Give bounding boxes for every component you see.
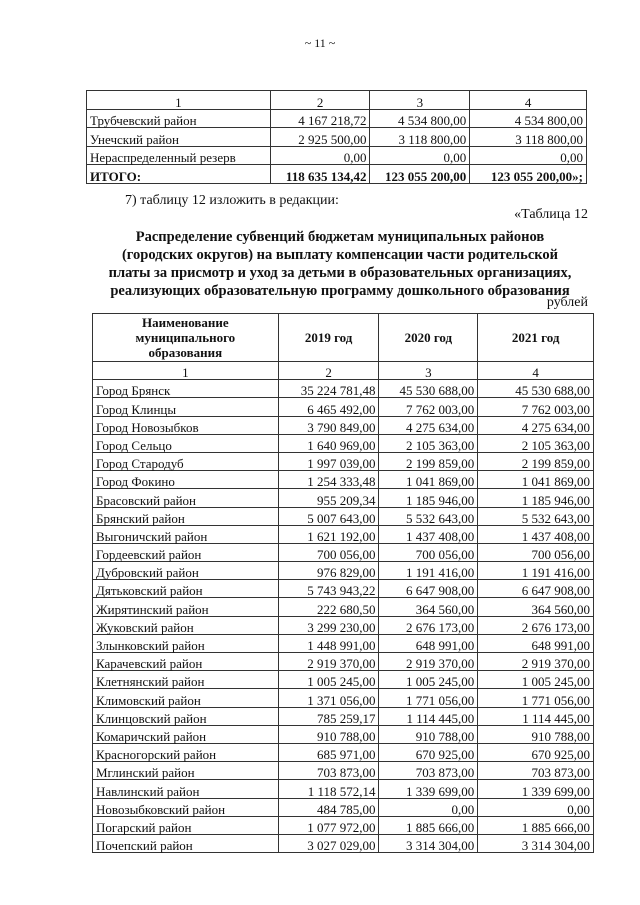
value-2021: 2 919 370,00 xyxy=(478,653,594,671)
value-2019: 785 259,17 xyxy=(278,707,379,725)
value-2020: 2 919 370,00 xyxy=(379,653,478,671)
col-num: 2 xyxy=(278,362,379,380)
header-line: образования xyxy=(148,345,223,360)
row-name: Жирятинский район xyxy=(93,598,279,616)
table-reference: «Таблица 12 xyxy=(514,207,588,222)
value-2021: 5 532 643,00 xyxy=(478,507,594,525)
value-2020: 910 788,00 xyxy=(379,725,478,743)
value-2020: 1 339 699,00 xyxy=(379,780,478,798)
value-2019: 910 788,00 xyxy=(278,725,379,743)
table-row xyxy=(87,146,587,165)
total-2020: 123 055 200,00 xyxy=(370,165,470,184)
value-2019: 5 007 643,00 xyxy=(278,507,379,525)
value-2021: 670 925,00 xyxy=(478,743,594,761)
table-row xyxy=(93,725,594,743)
header-2021: 2021 год xyxy=(478,314,594,362)
total-row xyxy=(87,165,587,184)
value-2020: 648 991,00 xyxy=(379,634,478,652)
table-row xyxy=(93,471,594,489)
row-name: Карачевский район xyxy=(93,653,279,671)
table-row xyxy=(87,109,587,128)
row-name: Красногорский район xyxy=(93,743,279,761)
title-line: платы за присмотр и уход за детьми в образовательных организациях, xyxy=(108,265,572,281)
value-2021: 0,00 xyxy=(470,146,587,165)
value-2021: 45 530 688,00 xyxy=(478,380,594,398)
table-row xyxy=(93,743,594,761)
value-2021: 2 105 363,00 xyxy=(478,434,594,452)
header-name xyxy=(93,314,279,362)
row-name: Город Новозыбков xyxy=(93,416,279,434)
table-title xyxy=(80,228,600,300)
title-line: реализующих образовательную программу дошкольного образования xyxy=(110,283,570,299)
row-name: Город Фокино xyxy=(93,471,279,489)
value-2019: 1 118 572,14 xyxy=(278,780,379,798)
value-2019: 700 056,00 xyxy=(278,543,379,561)
value-2021: 1 339 699,00 xyxy=(478,780,594,798)
value-2021: 1 005 245,00 xyxy=(478,671,594,689)
header-line: муниципального xyxy=(135,330,236,345)
value-2021: 4 275 634,00 xyxy=(478,416,594,434)
value-2021: 2 199 859,00 xyxy=(478,452,594,470)
table-row xyxy=(93,525,594,543)
row-name: Жуковский район xyxy=(93,616,279,634)
table-row xyxy=(93,616,594,634)
value-2020: 364 560,00 xyxy=(379,598,478,616)
value-2021: 1 114 445,00 xyxy=(478,707,594,725)
value-2020: 1 885 666,00 xyxy=(379,816,478,834)
row-name: Трубчевский район xyxy=(87,109,271,128)
value-2019: 1 640 969,00 xyxy=(278,434,379,452)
value-2020: 5 532 643,00 xyxy=(379,507,478,525)
value-2021: 1 771 056,00 xyxy=(478,689,594,707)
value-2020: 3 118 800,00 xyxy=(370,128,470,147)
value-2020: 1 185 946,00 xyxy=(379,489,478,507)
header-row xyxy=(93,314,594,362)
row-name: Навлинский район xyxy=(93,780,279,798)
value-2019: 685 971,00 xyxy=(278,743,379,761)
value-2019: 222 680,50 xyxy=(278,598,379,616)
value-2020: 703 873,00 xyxy=(379,762,478,780)
title-line: (городских округов) на выплату компенсации части родительской xyxy=(121,247,559,263)
value-2021: 1 041 869,00 xyxy=(478,471,594,489)
row-name: Брянский район xyxy=(93,507,279,525)
table-12 xyxy=(92,313,594,853)
value-2020: 1 191 416,00 xyxy=(379,562,478,580)
value-2019: 1 254 333,48 xyxy=(278,471,379,489)
units-label: рублей xyxy=(546,295,588,310)
value-2019: 976 829,00 xyxy=(278,562,379,580)
value-2019: 4 167 218,72 xyxy=(270,109,370,128)
row-name: Новозыбковский район xyxy=(93,798,279,816)
value-2021: 703 873,00 xyxy=(478,762,594,780)
table-row xyxy=(93,598,594,616)
title-line: Распределение субвенций бюджетам муниципальных районов xyxy=(135,229,545,245)
value-2019: 3 299 230,00 xyxy=(278,616,379,634)
value-2020: 0,00 xyxy=(379,798,478,816)
row-name: Нераспределенный резерв xyxy=(87,146,271,165)
value-2021: 700 056,00 xyxy=(478,543,594,561)
table-row xyxy=(93,398,594,416)
table-row xyxy=(93,707,594,725)
row-name: Клинцовский район xyxy=(93,707,279,725)
value-2019: 703 873,00 xyxy=(278,762,379,780)
value-2021: 6 647 908,00 xyxy=(478,580,594,598)
value-2020: 3 314 304,00 xyxy=(379,834,478,852)
value-2021: 1 437 408,00 xyxy=(478,525,594,543)
col-num: 4 xyxy=(478,362,594,380)
value-2020: 2 676 173,00 xyxy=(379,616,478,634)
table-row xyxy=(93,689,594,707)
value-2021: 3 314 304,00 xyxy=(478,834,594,852)
table-row xyxy=(93,507,594,525)
col-num: 3 xyxy=(379,362,478,380)
value-2021: 648 991,00 xyxy=(478,634,594,652)
col-num: 4 xyxy=(470,91,587,110)
value-2019: 2 925 500,00 xyxy=(270,128,370,147)
value-2019: 1 621 192,00 xyxy=(278,525,379,543)
value-2020: 1 041 869,00 xyxy=(379,471,478,489)
value-2019: 5 743 943,22 xyxy=(278,580,379,598)
row-name: Погарский район xyxy=(93,816,279,834)
table-row xyxy=(93,380,594,398)
value-2021: 3 118 800,00 xyxy=(470,128,587,147)
header-2019: 2019 год xyxy=(278,314,379,362)
row-name: Унечский район xyxy=(87,128,271,147)
value-2020: 45 530 688,00 xyxy=(379,380,478,398)
row-name: Дубровский район xyxy=(93,562,279,580)
row-name: Выгоничский район xyxy=(93,525,279,543)
value-2019: 1 005 245,00 xyxy=(278,671,379,689)
table-row xyxy=(93,562,594,580)
row-name: Город Стародуб xyxy=(93,452,279,470)
row-name: Город Клинцы xyxy=(93,398,279,416)
table-row xyxy=(93,798,594,816)
table-row xyxy=(87,128,587,147)
value-2020: 2 199 859,00 xyxy=(379,452,478,470)
total-2021: 123 055 200,00»; xyxy=(470,165,587,184)
value-2021: 364 560,00 xyxy=(478,598,594,616)
col-num: 1 xyxy=(87,91,271,110)
value-2020: 0,00 xyxy=(370,146,470,165)
value-2020: 4 275 634,00 xyxy=(379,416,478,434)
value-2021: 1 185 946,00 xyxy=(478,489,594,507)
table-row xyxy=(93,780,594,798)
value-2019: 2 919 370,00 xyxy=(278,653,379,671)
total-label: ИТОГО: xyxy=(87,165,271,184)
amendment-paragraph: 7) таблицу 12 изложить в редакции: xyxy=(125,193,339,208)
table-row xyxy=(93,416,594,434)
value-2019: 1 077 972,00 xyxy=(278,816,379,834)
value-2019: 35 224 781,48 xyxy=(278,380,379,398)
row-name: Дятьковский район xyxy=(93,580,279,598)
row-name: Город Брянск xyxy=(93,380,279,398)
value-2020: 2 105 363,00 xyxy=(379,434,478,452)
table-row xyxy=(93,816,594,834)
value-2020: 670 925,00 xyxy=(379,743,478,761)
value-2019: 484 785,00 xyxy=(278,798,379,816)
table-row xyxy=(93,452,594,470)
value-2021: 0,00 xyxy=(478,798,594,816)
value-2020: 700 056,00 xyxy=(379,543,478,561)
value-2021: 4 534 800,00 xyxy=(470,109,587,128)
table-row xyxy=(93,543,594,561)
table-row xyxy=(93,653,594,671)
header-2020: 2020 год xyxy=(379,314,478,362)
table-row xyxy=(93,434,594,452)
value-2019: 1 371 056,00 xyxy=(278,689,379,707)
value-2020: 7 762 003,00 xyxy=(379,398,478,416)
page-number: ~ 11 ~ xyxy=(304,36,336,50)
value-2021: 7 762 003,00 xyxy=(478,398,594,416)
row-name: Почепский район xyxy=(93,834,279,852)
row-name: Мглинский район xyxy=(93,762,279,780)
row-name: Брасовский район xyxy=(93,489,279,507)
row-name: Климовский район xyxy=(93,689,279,707)
table-row xyxy=(93,580,594,598)
total-2019: 118 635 134,42 xyxy=(270,165,370,184)
table-row xyxy=(93,834,594,852)
column-number-row xyxy=(93,362,594,380)
row-name: Город Сельцо xyxy=(93,434,279,452)
value-2019: 1 448 991,00 xyxy=(278,634,379,652)
value-2019: 3 790 849,00 xyxy=(278,416,379,434)
value-2020: 1 437 408,00 xyxy=(379,525,478,543)
value-2019: 0,00 xyxy=(270,146,370,165)
value-2020: 6 647 908,00 xyxy=(379,580,478,598)
header-line: Наименование xyxy=(142,315,229,330)
value-2021: 1 191 416,00 xyxy=(478,562,594,580)
value-2021: 1 885 666,00 xyxy=(478,816,594,834)
col-num: 1 xyxy=(93,362,279,380)
row-name: Комаричский район xyxy=(93,725,279,743)
col-num: 2 xyxy=(270,91,370,110)
value-2020: 1 114 445,00 xyxy=(379,707,478,725)
row-name: Гордеевский район xyxy=(93,543,279,561)
value-2019: 3 027 029,00 xyxy=(278,834,379,852)
value-2020: 1 771 056,00 xyxy=(379,689,478,707)
table-row xyxy=(93,671,594,689)
value-2019: 6 465 492,00 xyxy=(278,398,379,416)
previous-table-continuation xyxy=(86,90,587,184)
value-2019: 955 209,34 xyxy=(278,489,379,507)
value-2020: 1 005 245,00 xyxy=(379,671,478,689)
value-2021: 2 676 173,00 xyxy=(478,616,594,634)
value-2019: 1 997 039,00 xyxy=(278,452,379,470)
row-name: Клетнянский район xyxy=(93,671,279,689)
table-row xyxy=(93,634,594,652)
value-2021: 910 788,00 xyxy=(478,725,594,743)
table-row xyxy=(93,762,594,780)
col-num: 3 xyxy=(370,91,470,110)
column-number-row xyxy=(87,91,587,110)
row-name: Злынковский район xyxy=(93,634,279,652)
table-row xyxy=(93,489,594,507)
value-2020: 4 534 800,00 xyxy=(370,109,470,128)
